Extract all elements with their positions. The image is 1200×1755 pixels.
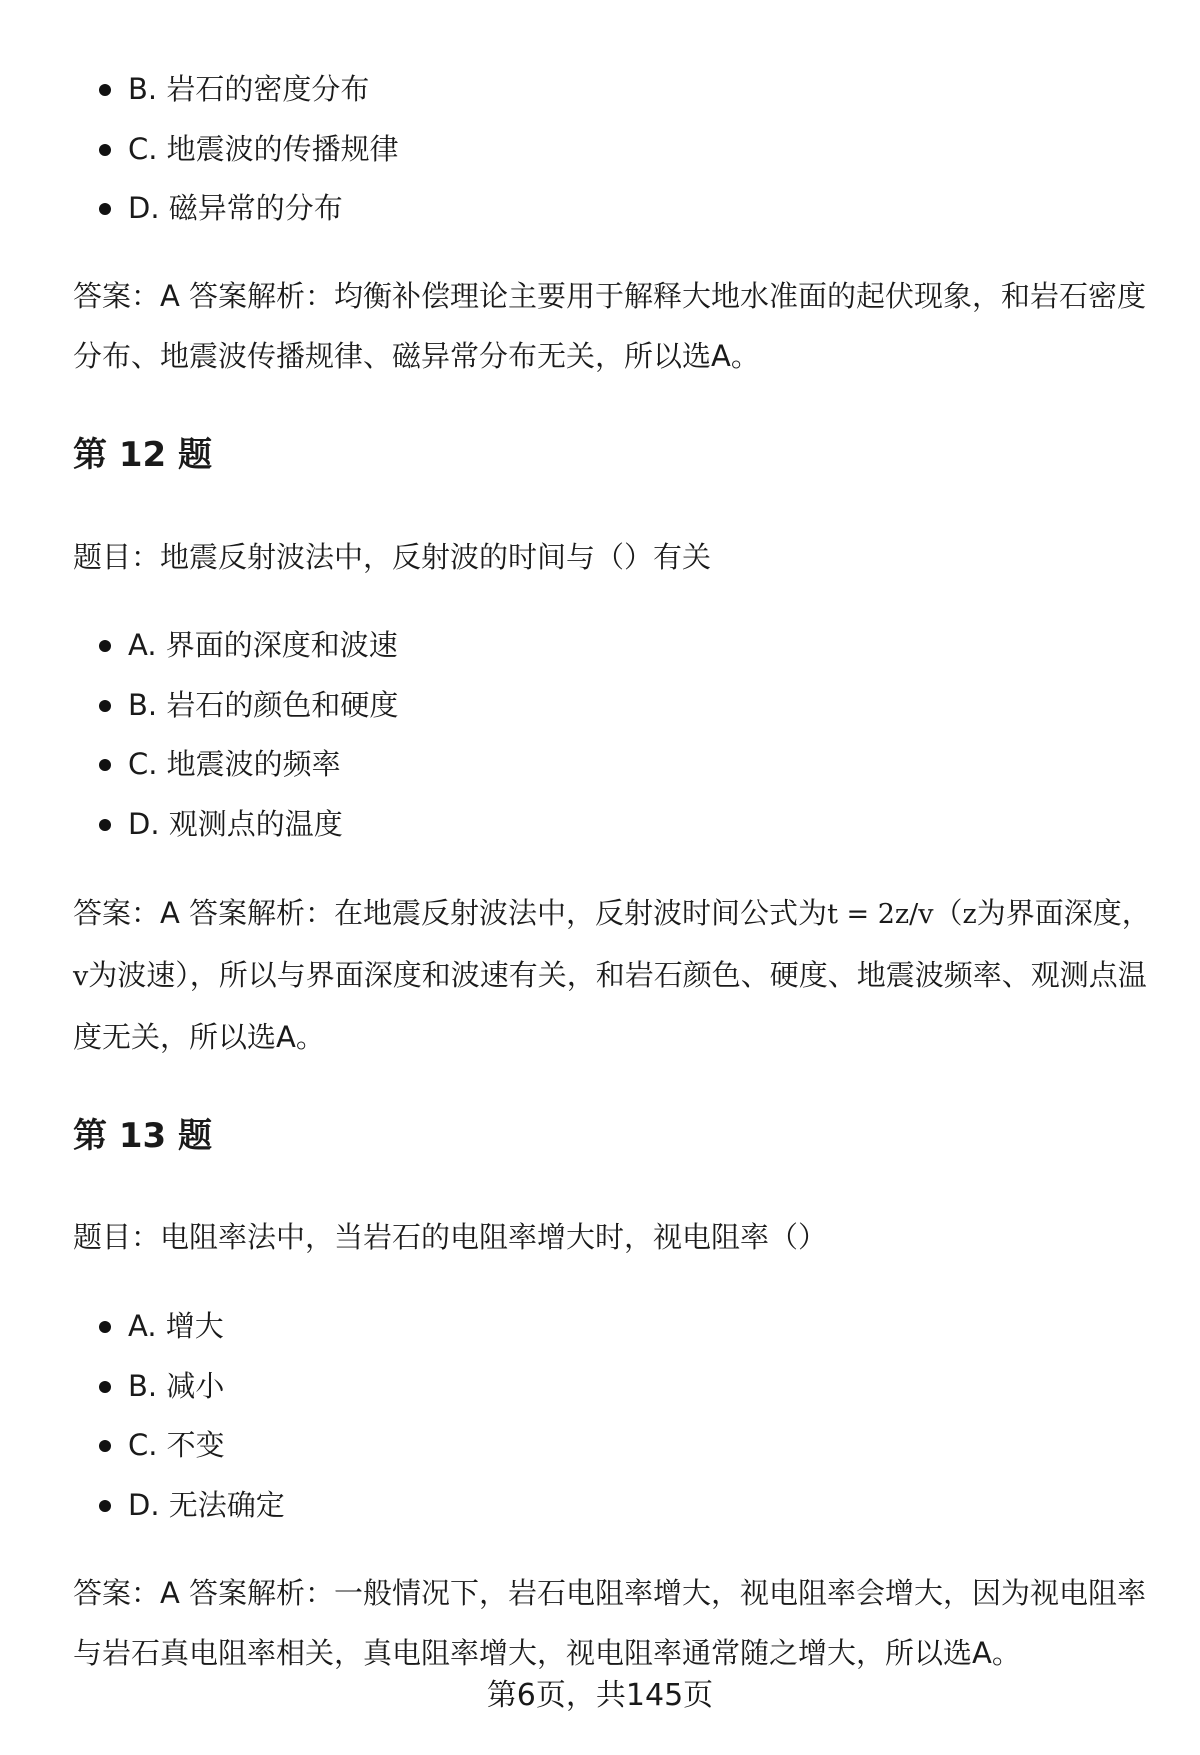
- q12-var-v: v: [73, 961, 89, 992]
- q13-question: 题目：电阻率法中，当岩石的电阻率增大时，视电阻率（）: [73, 1220, 828, 1254]
- q13-options: [73, 1297, 285, 1535]
- q12-title: 第 12 题: [73, 435, 212, 475]
- q12-option-d: D. 观测点的温度: [73, 795, 398, 855]
- q13-option-a: A. 增大: [73, 1297, 285, 1357]
- q11-answer: 答案：A 答案解析：均衡补偿理论主要用于解释大地水准面的起伏现象，和岩石密度分布、地震波传播规律、磁异常分布无关，所以选A。: [73, 279, 1147, 373]
- q12-answer-mid2: 为界面深度，: [976, 896, 1151, 930]
- q12-answer-mid1: （: [933, 896, 963, 930]
- q13-title: 第 13 题: [73, 1116, 212, 1156]
- q12-var-z: z: [962, 899, 977, 930]
- q12-option-a: A. 界面的深度和波速: [73, 616, 398, 676]
- q12-question: 题目：地震反射波法中，反射波的时间与（）有关: [73, 540, 712, 574]
- q11-options: [73, 60, 399, 239]
- q12-answer-post: 为波速），所以与界面深度和波速有关，和岩石颜色、硬度、地震波频率、观测点温度无关，所以选A。: [73, 958, 1147, 1054]
- q11-option-c: C. 地震波的传播规律: [73, 120, 399, 180]
- page-footer: 第6页，共145页: [486, 1678, 714, 1713]
- q11-option-b: B. 岩石的密度分布: [73, 60, 399, 120]
- q13-option-d: D. 无法确定: [73, 1476, 285, 1536]
- q13-option-b: B. 减小: [73, 1357, 285, 1417]
- q12-answer: [73, 883, 1153, 1067]
- q12-option-b: B. 岩石的颜色和硬度: [73, 676, 398, 736]
- q13-option-c: C. 不变: [73, 1416, 285, 1476]
- q12-formula: t = 2z/v: [827, 899, 934, 930]
- q11-option-d: D. 磁异常的分布: [73, 179, 399, 239]
- q12-options: [73, 616, 398, 854]
- q12-answer-pre: 答案：A 答案解析：在地震反射波法中，反射波时间公式为: [73, 896, 828, 930]
- q13-answer: 答案：A 答案解析：一般情况下，岩石电阻率增大，视电阻率会增大，因为视电阻率与岩石真电阻率相关，真电阻率增大，视电阻率通常随之增大，所以选A。: [73, 1576, 1147, 1670]
- q12-option-c: C. 地震波的频率: [73, 735, 398, 795]
